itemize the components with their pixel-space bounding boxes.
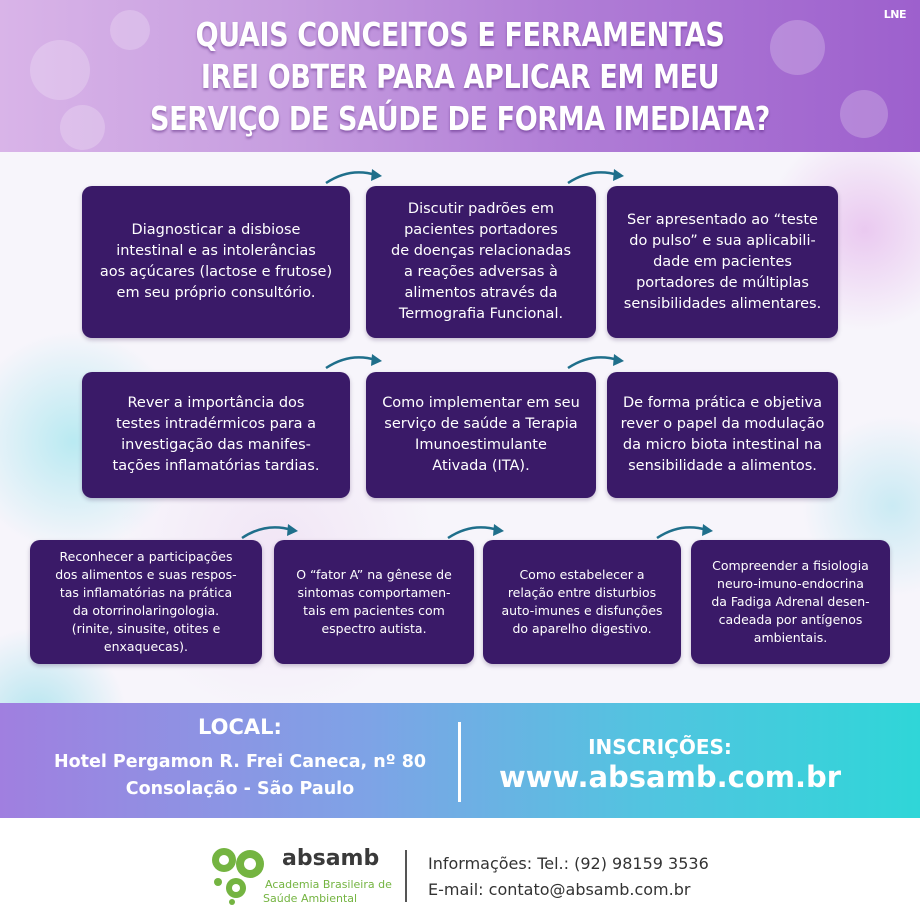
card-text-line: da Fadiga Adrenal desen- [711,594,870,609]
card-text-line: a reações adversas à [404,264,558,280]
corner-logo: LNE [883,8,906,21]
card-text-line: rever o papel da modulação [620,416,825,432]
card-text-line: intestinal e as intolerâncias [116,243,316,259]
curved-arrow-icon [564,165,628,187]
phone-info: Informações: Tel.: (92) 98159 3536 [428,854,709,873]
card-text-line: De forma prática e objetiva [623,395,822,411]
title-line: IREI OBTER PARA APLICAR EM MEU [200,57,720,96]
band-divider [458,722,461,802]
topic-card [274,540,474,664]
card-text-line: Discutir padrões em [407,201,555,217]
card-text-line: aos açúcares (lactose e frutose) [99,264,333,280]
brand-name: absamb [282,846,380,871]
card-text-line: tações inflamatórias tardias. [112,458,320,474]
venue-address: Hotel Pergamon R. Frei Caneca, nº 80 [53,752,427,772]
topic-card [607,186,838,338]
card-text-line: Ativada (ITA). [432,458,530,474]
card-text-line: (rinite, sinusite, otites e [71,621,221,636]
card-text-line: Diagnosticar a disbiose [131,222,301,238]
card-text-line: tais em pacientes com [303,603,445,618]
curved-arrow-icon [238,520,302,542]
card-text-line: investigação das manifes- [121,437,311,453]
curved-arrow-icon [653,520,717,542]
topic-card [691,540,890,664]
card-text-line: tas inflamatórias na prática [59,585,233,600]
card-text-line: Rever a importância dos [127,395,305,411]
email-info: E-mail: contato@absamb.com.br [428,880,691,899]
topic-card [30,540,262,664]
topic-card [607,372,838,498]
card-text-line: Ser apresentado ao “teste [627,211,818,228]
decor-bubble [840,90,888,138]
card-text-line: sintomas comportamen- [297,585,451,600]
card-text-line: em seu próprio consultório. [116,285,316,301]
card-text-line: dos alimentos e suas respos- [55,567,237,582]
card-text-line: O “fator A” na gênese de [296,567,452,582]
card-text-line: alimentos através da [404,285,558,301]
card-text-line: dade em pacientes [653,253,792,270]
curved-arrow-icon [564,350,628,372]
card-text-line: da micro biota intestinal na [622,437,823,453]
venue-city: Consolação - São Paulo [125,779,355,799]
card-text-line: enxaquecas). [103,639,189,654]
card-text-line: neuro-imuno-endocrina [717,576,864,591]
topic-card [82,372,350,498]
header-banner [0,0,920,152]
topic-card [82,186,350,338]
local-label: LOCAL: [198,715,282,739]
brand-subtitle: Academia Brasileira de [265,878,392,891]
title-line: SERVIÇO DE SAÚDE DE FORMA IMEDIATA? [150,99,770,138]
topic-card [483,540,681,664]
card-text-line: Como implementar em seu [382,395,580,411]
card-text-line: Termografia Funcional. [398,306,564,322]
card-text-line: de doenças relacionadas [390,243,571,259]
card-text-line: sensibilidade a alimentos. [628,458,817,474]
curved-arrow-icon [322,165,386,187]
topic-card [366,372,596,498]
page-title [83,14,837,140]
title-line: QUAIS CONCEITOS E FERRAMENTAS [195,15,725,54]
topic-card [366,186,596,338]
card-text-line: Imunoestimulante [415,437,547,453]
card-text-line: serviço de saúde a Terapia [384,416,578,432]
card-text-line: pacientes portadores [404,222,558,238]
card-text-line: cadeada por antígenos [718,612,863,627]
card-text-line: Reconhecer a participações [59,549,233,564]
card-text-line: da otorrinolaringologia. [72,603,220,618]
card-text-line: do pulso” e sua aplicabili- [629,232,816,249]
card-text-line: espectro autista. [321,621,427,636]
card-text-line: Como estabelecer a [519,567,645,582]
card-text-line: testes intradérmicos para a [115,416,317,432]
contact-divider [405,850,407,902]
card-text-line: Compreender a fisiologia [712,558,869,573]
card-text-line: sensibilidades alimentares. [623,295,822,312]
brand-subtitle: Saúde Ambiental [263,892,358,905]
card-text-line: ambientais. [753,630,828,645]
inscricoes-url: www.absamb.com.br [498,760,842,794]
decor-bubble [30,40,90,100]
card-text-line: do aparelho digestivo. [512,621,652,636]
curved-arrow-icon [444,520,508,542]
card-text-line: relação entre disturbios [507,585,657,600]
card-text-line: portadores de múltiplas [636,274,809,291]
inscricoes-label: INSCRIÇÕES: [588,735,732,759]
card-text-line: auto-imunes e disfunções [501,603,663,618]
curved-arrow-icon [322,350,386,372]
